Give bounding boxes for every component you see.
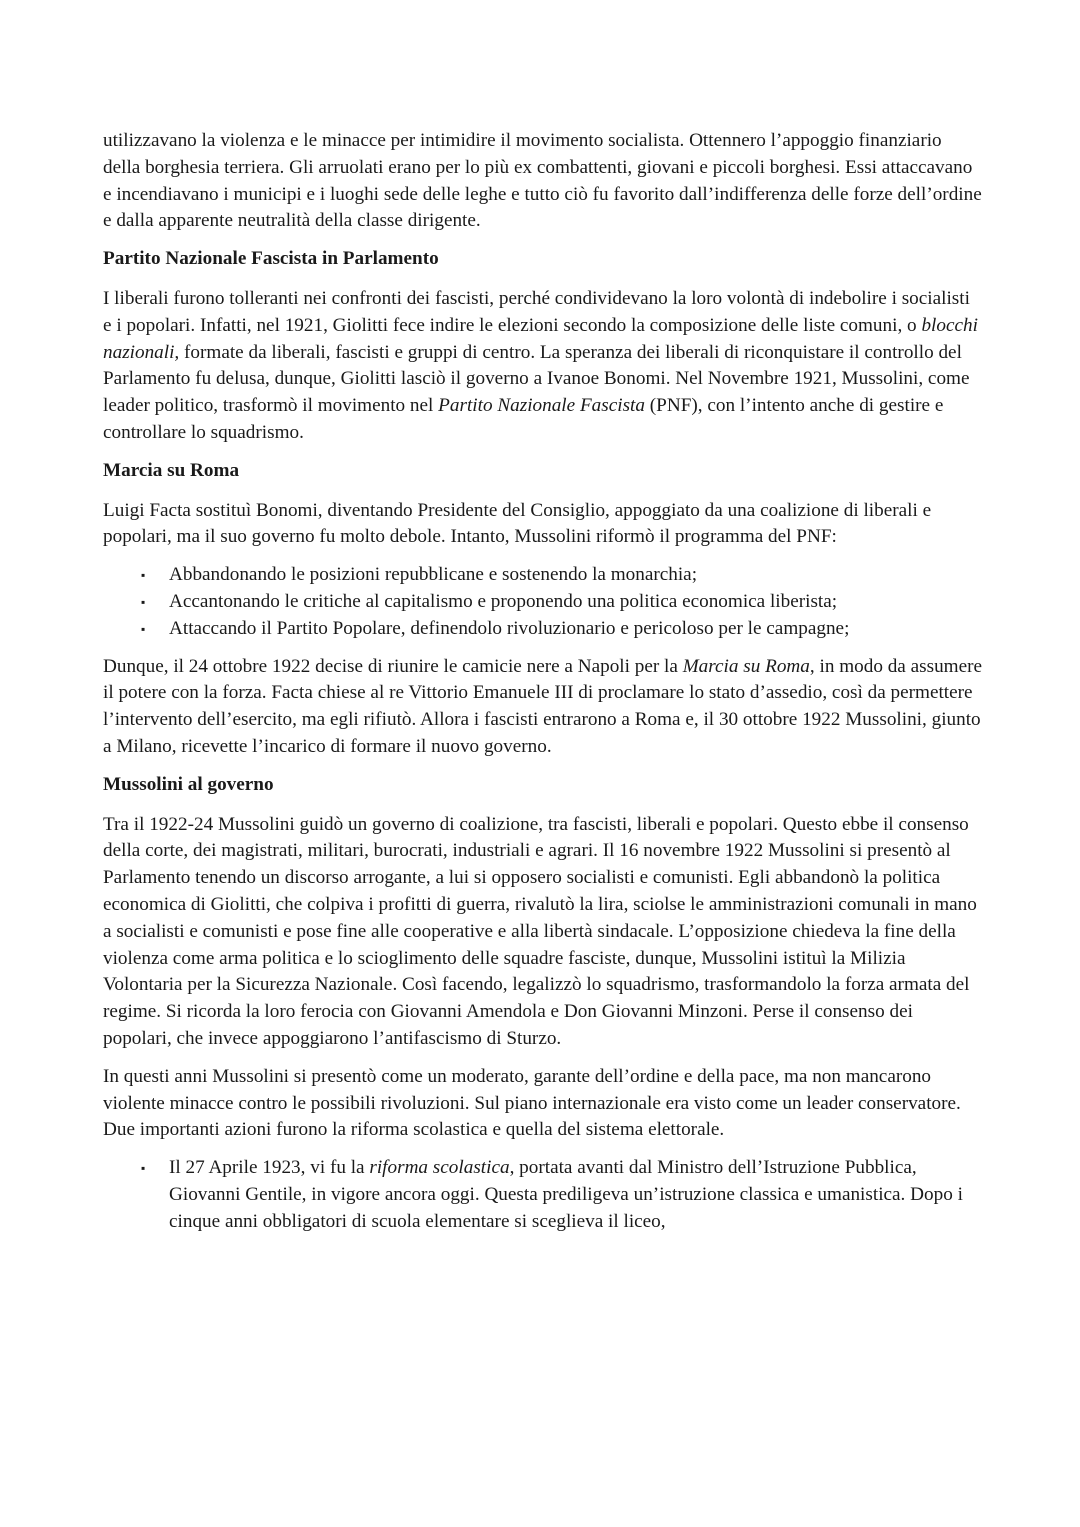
bullet-list-pnf-programma bbox=[103, 562, 983, 642]
list-item: ▪ Il 27 Aprile 1923, vi fu la riforma scolastica, portata avanti dal Ministro dell’Istruzione Pubblica, Giovanni Gentile, in vigore ancora oggi. Questa prediligeva un’istruzione classica e umanistica. Dopo i cinque anni obbligatori di scuola elementare si sceglieva il liceo, bbox=[141, 1157, 963, 1232]
paragraph-liberali: I liberali furono tolleranti nei confronti dei fascisti, perché condividevano la loro volontà di indebolire i socialisti e i popolari. Infatti, nel 1921, Giolitti fece indire le elezioni secondo la composizione delle liste comuni, o blocchi nazionali, formate da liberali, fascisti e gruppi di centro. La speranza dei liberali di riconquistare il controllo del Parlamento fu delusa, dunque, Giolitti lasciò il governo a Ivanoe Bonomi. Nel Novembre 1921, Mussolini, come leader politico, trasformò il movimento nel Partito Nazionale Fascista (PNF), con l’intento anche di gestire e controllare lo squadrismo. bbox=[103, 287, 978, 443]
paragraph-facta: Luigi Facta sostituì Bonomi, diventando Presidente del Consiglio, appoggiato da una coalizione di liberali e popolari, ma il suo governo fu molto debole. Intanto, Mussolini riformò il programma del PNF: bbox=[103, 499, 932, 548]
paragraph-squadrismo: utilizzavano la violenza e le minacce per intimidire il movimento socialista. Ottennero l’appoggio finanziario della borghesia terriera. Gli arruolati erano per lo più ex combattenti, giovani e piccoli borghesi. Essi attaccavano e incendiavano i municipi e i luoghi sede delle leghe e tutto ciò fu favorito dall’indifferenza delle forze dell’ordine e dalla apparente neutralità della classe dirigente. bbox=[103, 130, 982, 232]
document-page bbox=[103, 128, 983, 1246]
bullet-icon: ▪ bbox=[141, 594, 146, 609]
section-heading-mussolini-governo: Mussolini al governo bbox=[103, 773, 274, 795]
section-heading-pnf-parlamento: Partito Nazionale Fascista in Parlamento bbox=[103, 248, 439, 270]
paragraph-marcia: Dunque, il 24 ottobre 1922 decise di riunire le camicie nere a Napoli per la Marcia su Roma, in modo da assumere il potere con la forza. Facta chiese al re Vittorio Emanuele III di proclamare lo stato d’assedio, così da permettere l’intervento dell’esercito, ma egli rifiutò. Allora i fascisti entrarono a Roma e, il 30 ottobre 1922 Mussolini, giunto a Milano, ricevette l’incarico di formare il nuovo governo. bbox=[103, 655, 983, 757]
bullet-icon: ▪ bbox=[141, 1161, 146, 1176]
bullet-icon: ▪ bbox=[141, 621, 146, 636]
bullet-list-riforme bbox=[103, 1155, 983, 1235]
list-item: ▪ Accantonando le critiche al capitalismo e proponendo una politica economica liberista; bbox=[103, 589, 983, 616]
section-heading-marcia-su-roma: Marcia su Roma bbox=[103, 459, 240, 481]
list-item: ▪ Abbandonando le posizioni repubblicane e sostenendo la monarchia; bbox=[103, 562, 983, 589]
bullet-icon: ▪ bbox=[141, 568, 146, 583]
paragraph-governo-coalizione: Tra il 1922-24 Mussolini guidò un governo di coalizione, tra fascisti, liberali e popolari. Questo ebbe il consenso della corte, dei magistrati, militari, burocrati, industriali e agrari. Il 16 novembre 1922 Mussolini si presentò al Parlamento tenendo un discorso arrogante, a lui si opposero socialisti e comunisti. Egli abbandonò la politica economica di Giolitti, che colpiva i profitti di guerra, rivalutò la lira, sciolse le amministrazioni comunali in mano a socialisti e comunisti e pose fine alle cooperative e alla libertà sindacale. L’opposizione chiedeva la fine della violenza come arma politica e lo scioglimento delle squadre fasciste, dunque, Mussolini istituì la Milizia Volontaria per la Sicurezza Nazionale. Così facendo, legalizzò lo squadrismo, trasformandolo la forza armata del regime. Si ricorda la loro ferocia con Giovanni Amendola e Don Giovanni Minzoni. Perse il consenso dei popolari, che invece appoggiarono l’antifascismo di Sturzo. bbox=[103, 813, 977, 1049]
paragraph-moderato: In questi anni Mussolini si presentò come un moderato, garante dell’ordine e della pace, ma non mancarono violente minacce contro le possibili rivoluzioni. Sul piano internazionale era visto come un leader conservatore. Due importanti azioni furono la riforma scolastica e quella del sistema elettorale. bbox=[103, 1065, 961, 1141]
list-item: ▪ Attaccando il Partito Popolare, definendolo rivoluzionario e pericoloso per le campagne; bbox=[103, 616, 983, 643]
